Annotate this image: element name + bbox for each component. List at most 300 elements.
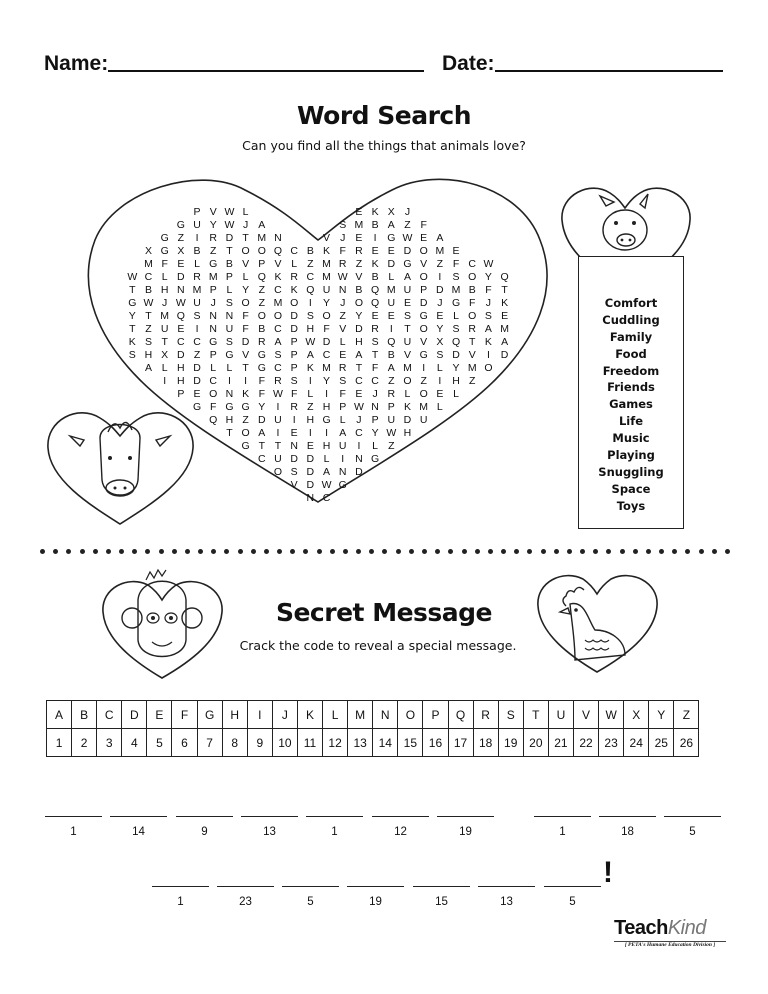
grid-letter[interactable]: W [305,336,316,348]
grid-letter[interactable]: C [274,362,282,374]
grid-letter[interactable]: E [387,245,395,257]
grid-letter[interactable]: G [419,349,428,361]
grid-letter[interactable]: F [290,388,298,400]
grid-letter[interactable]: J [437,297,443,309]
grid-letter[interactable]: Z [355,258,363,270]
grid-letter[interactable]: Z [388,440,395,452]
grid-letter[interactable]: M [208,271,218,283]
grid-letter[interactable]: U [403,284,412,296]
grid-letter[interactable]: L [436,362,443,374]
grid-letter[interactable]: W [483,258,494,270]
grid-letter[interactable]: Y [371,427,379,439]
grid-letter[interactable]: Q [387,336,396,348]
grid-letter[interactable]: T [145,310,152,322]
grid-letter[interactable]: S [193,310,201,322]
grid-letter[interactable]: F [469,297,476,309]
grid-letter[interactable]: F [323,323,330,335]
grid-letter[interactable]: O [468,271,477,283]
grid-letter[interactable]: N [177,284,185,296]
grid-letter[interactable]: J [242,219,249,231]
grid-letter[interactable]: Z [469,375,476,387]
grid-letter[interactable]: V [274,258,282,270]
grid-letter[interactable]: T [274,440,282,452]
grid-letter[interactable]: H [144,349,153,361]
grid-letter[interactable]: A [339,427,347,439]
grid-letter[interactable]: B [355,284,363,296]
answer-blank[interactable] [664,816,721,817]
grid-letter[interactable]: H [177,362,185,374]
grid-letter[interactable]: A [258,219,266,231]
grid-letter[interactable]: I [308,427,312,439]
grid-letter[interactable]: X [144,245,152,257]
grid-letter[interactable]: Z [436,258,444,270]
grid-letter[interactable]: O [419,388,428,400]
grid-letter[interactable]: C [177,336,185,348]
grid-letter[interactable]: J [340,232,346,244]
grid-letter[interactable]: W [175,297,186,309]
grid-letter[interactable]: P [177,388,185,400]
grid-letter[interactable]: V [339,323,347,335]
grid-letter[interactable]: E [387,310,395,322]
grid-letter[interactable]: A [144,362,152,374]
grid-letter[interactable]: D [355,323,363,335]
grid-letter[interactable]: Z [177,232,185,244]
grid-letter[interactable]: A [484,323,492,335]
grid-letter[interactable]: I [276,427,280,439]
grid-letter[interactable]: B [371,219,379,231]
grid-letter[interactable]: G [419,310,428,322]
grid-letter[interactable]: I [389,323,393,335]
grid-letter[interactable]: D [500,349,509,361]
grid-letter[interactable]: U [193,219,201,231]
grid-letter[interactable]: Z [388,375,395,387]
grid-letter[interactable]: P [371,414,379,426]
grid-letter[interactable]: O [419,271,428,283]
grid-letter[interactable]: R [468,323,477,335]
grid-letter[interactable]: G [257,349,266,361]
grid-letter[interactable]: W [353,401,364,413]
grid-letter[interactable]: F [242,310,249,322]
grid-letter[interactable]: O [241,245,250,257]
grid-letter[interactable]: F [452,258,460,270]
grid-letter[interactable]: L [307,388,314,400]
grid-letter[interactable]: D [193,362,201,374]
grid-letter[interactable]: D [193,375,201,387]
grid-letter[interactable]: M [160,310,170,322]
grid-letter[interactable]: J [356,414,362,426]
answer-blank[interactable] [372,816,429,817]
grid-letter[interactable]: N [355,453,363,465]
grid-letter[interactable]: S [339,219,347,231]
grid-letter[interactable]: T [226,427,233,439]
grid-letter[interactable]: L [404,388,411,400]
grid-letter[interactable]: O [241,297,250,309]
grid-letter[interactable]: D [419,297,428,309]
grid-letter[interactable]: M [451,284,461,296]
grid-letter[interactable]: F [420,219,427,231]
grid-letter[interactable]: O [484,362,493,374]
grid-letter[interactable]: M [322,258,331,270]
grid-letter[interactable]: D [225,232,234,244]
grid-letter[interactable]: Z [420,375,427,387]
grid-letter[interactable]: B [193,245,201,257]
grid-letter[interactable]: L [291,258,298,270]
grid-letter[interactable]: H [177,375,185,387]
grid-letter[interactable]: J [162,297,168,309]
grid-letter[interactable]: V [242,258,250,270]
grid-letter[interactable]: M [257,232,267,244]
grid-letter[interactable]: C [193,336,201,348]
answer-blank[interactable] [544,886,601,887]
grid-letter[interactable]: W [273,388,283,400]
grid-letter[interactable]: S [225,336,233,348]
grid-letter[interactable]: W [224,206,235,218]
grid-letter[interactable]: K [290,284,298,296]
grid-letter[interactable]: X [177,245,185,257]
grid-letter[interactable]: F [161,258,168,270]
grid-letter[interactable]: D [306,479,315,491]
grid-letter[interactable]: U [225,323,234,335]
grid-letter[interactable]: S [290,466,298,478]
grid-letter[interactable]: Q [273,245,283,257]
grid-letter[interactable]: T [258,440,265,452]
grid-letter[interactable]: G [241,440,250,452]
grid-letter[interactable]: T [129,284,136,296]
grid-letter[interactable]: J [485,297,492,309]
grid-letter[interactable]: I [244,375,248,387]
grid-letter[interactable]: G [209,258,218,270]
grid-letter[interactable]: W [402,232,413,244]
grid-letter[interactable]: N [209,310,218,322]
grid-letter[interactable]: G [387,232,396,244]
grid-letter[interactable]: I [373,232,377,244]
grid-letter[interactable]: Q [500,271,509,283]
grid-letter[interactable]: M [386,284,396,296]
grid-letter[interactable]: O [257,310,266,322]
grid-letter[interactable]: Z [339,310,346,322]
grid-letter[interactable]: D [306,453,315,465]
grid-letter[interactable]: K [242,388,250,400]
grid-letter[interactable]: G [192,401,202,413]
grid-letter[interactable]: O [419,245,428,257]
grid-letter[interactable]: S [290,375,298,387]
grid-letter[interactable]: E [193,388,201,400]
grid-letter[interactable]: T [242,232,249,244]
grid-letter[interactable]: L [453,388,459,400]
grid-letter[interactable]: K [371,206,379,218]
answer-blank[interactable] [152,886,209,887]
grid-letter[interactable]: B [306,245,314,257]
grid-letter[interactable]: I [308,297,312,309]
grid-letter[interactable]: C [355,427,363,439]
grid-letter[interactable]: H [322,440,331,452]
grid-letter[interactable]: Q [371,297,380,309]
grid-letter[interactable]: S [225,297,233,309]
grid-letter[interactable]: J [372,388,378,400]
grid-letter[interactable]: B [468,284,476,296]
grid-letter[interactable]: S [484,310,492,322]
grid-letter[interactable]: M [144,258,153,270]
grid-letter[interactable]: Q [176,310,185,322]
grid-letter[interactable]: Z [404,219,411,231]
grid-letter[interactable]: A [436,232,444,244]
grid-letter[interactable]: N [209,323,218,335]
grid-letter[interactable]: T [242,362,249,374]
grid-letter[interactable]: R [355,245,363,257]
grid-letter[interactable]: E [436,388,444,400]
grid-letter[interactable]: N [338,284,347,296]
grid-letter[interactable]: W [386,427,397,439]
grid-letter[interactable]: X [387,206,395,218]
grid-letter[interactable]: L [226,362,233,374]
grid-letter[interactable]: Y [436,323,444,335]
grid-letter[interactable]: B [258,323,266,335]
grid-letter[interactable]: P [290,362,298,374]
grid-letter[interactable]: Q [371,284,380,296]
grid-letter[interactable]: I [341,453,345,465]
grid-letter[interactable]: A [501,336,509,348]
grid-letter[interactable]: R [290,271,298,283]
answer-blank[interactable] [306,816,363,817]
grid-letter[interactable]: B [387,349,395,361]
grid-letter[interactable]: C [274,284,282,296]
grid-letter[interactable]: K [371,258,379,270]
grid-letter[interactable]: G [322,414,331,426]
grid-letter[interactable]: G [225,401,234,413]
grid-letter[interactable]: O [290,297,299,309]
grid-letter[interactable]: R [290,401,298,413]
grid-letter[interactable]: A [387,219,395,231]
grid-letter[interactable]: A [323,466,331,478]
grid-letter[interactable]: Q [451,336,461,348]
grid-letter[interactable]: A [306,349,314,361]
answer-blank[interactable] [45,816,102,817]
grid-letter[interactable]: K [484,336,492,348]
grid-letter[interactable]: A [387,362,395,374]
grid-letter[interactable]: F [485,284,492,296]
grid-letter[interactable]: L [210,362,217,374]
grid-letter[interactable]: E [339,349,347,361]
grid-letter[interactable]: F [242,323,249,335]
grid-letter[interactable]: I [325,427,328,439]
grid-letter[interactable]: S [452,271,460,283]
grid-letter[interactable]: C [468,258,477,270]
grid-letter[interactable]: B [371,271,379,283]
grid-letter[interactable]: R [274,375,282,387]
answer-blank[interactable] [534,816,591,817]
grid-letter[interactable]: N [338,466,347,478]
grid-letter[interactable]: T [226,245,233,257]
grid-letter[interactable]: I [422,362,426,374]
grid-letter[interactable]: H [355,336,363,348]
grid-letter[interactable]: D [355,466,363,478]
grid-letter[interactable]: U [193,297,201,309]
grid-letter[interactable]: V [468,349,476,361]
grid-letter[interactable]: M [403,362,412,374]
grid-letter[interactable]: A [355,349,363,361]
grid-letter[interactable]: Z [145,323,152,335]
grid-letter[interactable]: Y [242,284,250,296]
grid-letter[interactable]: X [161,349,169,361]
grid-letter[interactable]: W [337,271,348,283]
grid-letter[interactable]: L [339,414,346,426]
grid-letter[interactable]: U [387,414,396,426]
grid-letter[interactable]: P [209,349,217,361]
grid-letter[interactable]: X [436,336,444,348]
grid-letter[interactable]: B [144,284,152,296]
grid-letter[interactable]: B [225,258,233,270]
grid-letter[interactable]: C [290,245,298,257]
grid-letter[interactable]: M [322,362,331,374]
grid-letter[interactable]: L [453,310,459,322]
answer-blank[interactable] [217,886,274,887]
grid-letter[interactable]: D [177,349,185,361]
grid-letter[interactable]: H [403,427,412,439]
grid-letter[interactable]: E [306,440,314,452]
grid-letter[interactable]: D [452,349,460,361]
grid-letter[interactable]: U [322,284,331,296]
grid-letter[interactable]: D [290,323,298,335]
grid-letter[interactable]: W [127,271,138,283]
grid-letter[interactable]: L [242,271,249,283]
grid-letter[interactable]: N [290,440,298,452]
grid-letter[interactable]: T [501,284,508,296]
grid-letter[interactable]: P [290,336,298,348]
grid-letter[interactable]: U [274,453,282,465]
grid-letter[interactable]: C [306,271,315,283]
grid-letter[interactable]: I [486,349,490,361]
grid-letter[interactable]: L [323,453,330,465]
grid-letter[interactable]: L [436,401,443,413]
grid-letter[interactable]: W [143,297,154,309]
grid-letter[interactable]: H [322,401,331,413]
grid-letter[interactable]: C [355,375,363,387]
grid-letter[interactable]: S [339,375,347,387]
grid-letter[interactable]: Z [307,258,314,270]
grid-letter[interactable]: S [306,310,314,322]
grid-letter[interactable]: M [354,219,364,231]
grid-letter[interactable]: J [210,297,216,309]
grid-letter[interactable]: I [438,271,442,283]
grid-letter[interactable]: C [371,375,379,387]
grid-letter[interactable]: I [276,401,280,413]
grid-letter[interactable]: I [163,375,167,387]
grid-letter[interactable]: Z [258,297,265,309]
grid-letter[interactable]: H [225,414,234,426]
grid-letter[interactable]: O [209,388,218,400]
grid-letter[interactable]: L [226,284,233,296]
grid-letter[interactable]: N [225,310,234,322]
grid-letter[interactable]: I [438,375,442,387]
grid-letter[interactable]: N [371,401,379,413]
grid-letter[interactable]: P [420,284,428,296]
grid-letter[interactable]: V [420,336,428,348]
grid-letter[interactable]: F [339,245,346,257]
grid-letter[interactable]: G [225,349,234,361]
grid-letter[interactable]: F [210,401,217,413]
answer-blank[interactable] [241,816,298,817]
grid-letter[interactable]: S [274,349,282,361]
grid-letter[interactable]: O [354,297,363,309]
grid-letter[interactable]: O [257,245,266,257]
grid-letter[interactable]: Z [307,401,314,413]
grid-letter[interactable]: Z [242,414,249,426]
grid-letter[interactable]: V [403,349,411,361]
grid-letter[interactable]: H [452,375,460,387]
grid-letter[interactable]: E [452,245,460,257]
answer-blank[interactable] [282,886,339,887]
grid-letter[interactable]: L [242,206,249,218]
grid-letter[interactable]: P [225,271,233,283]
answer-blank[interactable] [437,816,494,817]
grid-letter[interactable]: C [257,453,266,465]
grid-letter[interactable]: A [403,271,411,283]
grid-letter[interactable]: H [306,323,315,335]
grid-letter[interactable]: A [258,427,266,439]
grid-letter[interactable]: S [144,336,152,348]
grid-letter[interactable]: E [420,232,428,244]
grid-letter[interactable]: Y [128,310,136,322]
grid-letter[interactable]: F [371,362,379,374]
grid-letter[interactable]: K [306,362,314,374]
grid-letter[interactable]: U [274,414,282,426]
grid-letter[interactable]: R [338,258,347,270]
answer-blank[interactable] [478,886,535,887]
grid-letter[interactable]: D [177,271,185,283]
grid-letter[interactable]: E [501,310,509,322]
grid-letter[interactable]: H [306,414,315,426]
grid-letter[interactable]: E [436,310,444,322]
grid-letter[interactable]: G [241,401,250,413]
grid-letter[interactable]: P [339,401,347,413]
grid-letter[interactable]: T [129,323,136,335]
grid-letter[interactable]: V [355,271,363,283]
grid-letter[interactable]: O [403,375,412,387]
grid-letter[interactable]: G [371,453,380,465]
grid-letter[interactable]: Q [209,414,218,426]
grid-letter[interactable]: P [209,284,217,296]
grid-letter[interactable]: D [290,310,298,322]
grid-letter[interactable]: T [469,336,476,348]
grid-letter[interactable]: I [292,414,296,426]
grid-letter[interactable]: S [403,310,411,322]
grid-letter[interactable]: N [274,232,282,244]
grid-letter[interactable]: Y [209,219,217,231]
grid-letter[interactable]: M [419,401,429,413]
grid-letter[interactable]: U [338,440,347,452]
grid-letter[interactable]: E [355,206,363,218]
grid-letter[interactable]: T [355,362,363,374]
grid-letter[interactable]: C [209,375,218,387]
grid-letter[interactable]: N [306,492,315,504]
grid-letter[interactable]: U [387,297,396,309]
grid-letter[interactable]: F [339,388,346,400]
grid-letter[interactable]: W [224,219,235,231]
grid-letter[interactable]: H [160,284,169,296]
grid-letter[interactable]: J [404,206,411,218]
grid-letter[interactable]: R [338,362,347,374]
grid-letter[interactable]: M [435,245,445,257]
grid-letter[interactable]: Y [452,362,460,374]
answer-blank[interactable] [110,816,167,817]
grid-letter[interactable]: R [371,323,379,335]
grid-letter[interactable]: G [209,336,218,348]
grid-letter[interactable]: V [242,349,250,361]
grid-letter[interactable]: L [372,440,379,452]
grid-letter[interactable]: E [355,232,363,244]
grid-letter[interactable]: N [225,388,234,400]
grid-letter[interactable]: D [257,414,266,426]
